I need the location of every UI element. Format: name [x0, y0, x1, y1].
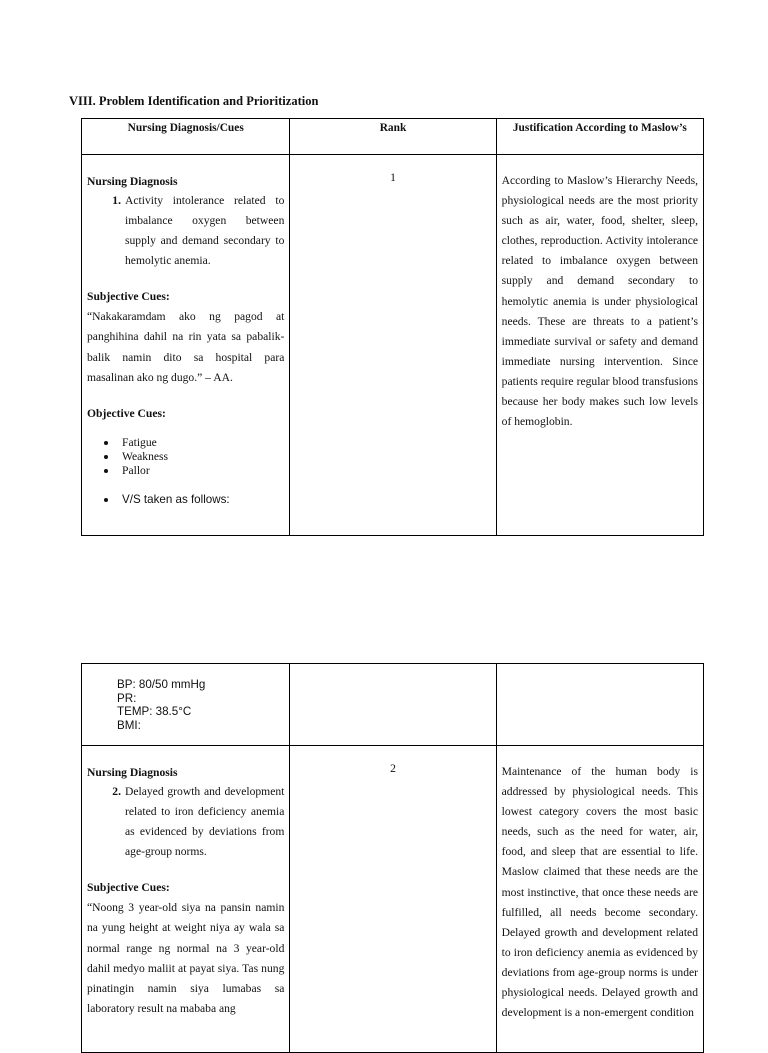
vital-signs-list: [87, 664, 284, 732]
vital-signs-intro-list: [87, 493, 284, 507]
header-justification: Justification According to Maslow’s: [496, 119, 703, 155]
objective-cues-label: Objective Cues:: [87, 406, 166, 420]
subjective-quote: “Noong 3 year-old siya na pansin namin na yung height at weight niya ay wala sa normal range ng normal na 3 year-old dahil medyo maliit at payat siya. Tas nung pinatingin namin siya lumabas sa laboratory result na mababa ang: [87, 901, 285, 1015]
vital-sign-bmi: BMI:: [117, 718, 141, 732]
diagnosis-cues-cell: [82, 155, 290, 536]
list-item: Weakness: [87, 450, 284, 464]
diagnosis-text: Activity intolerance related to imbalance oxygen between supply and demand secondary to hemolytic anemia.: [125, 194, 285, 268]
list-item: Fatigue: [87, 436, 284, 450]
prioritization-table-page1: [81, 118, 704, 536]
subjective-quote: “Nakakaramdam ako ng pagod at panghihina dahil na rin yata sa pabalik-balik namin dito sa hospital para masalinan ako ng dugo.” – AA.: [87, 310, 285, 384]
prioritization-table-page2: [81, 663, 704, 1053]
diagnosis-text: Delayed growth and development related to iron deficiency anemia as evidenced by deviations from age-group norms.: [125, 785, 285, 859]
rank-cell: 1: [290, 155, 496, 536]
table-header-row: [82, 119, 704, 155]
diagnosis-cues-cell: [82, 746, 290, 1053]
list-item: V/S taken as follows:: [87, 493, 284, 507]
table-row: [82, 664, 704, 746]
diagnosis-number: 1.: [112, 194, 121, 207]
vital-sign-bp: BP: 80/50 mmHg: [117, 678, 206, 691]
diagnosis-item: [87, 782, 284, 862]
subjective-cues-label: Subjective Cues:: [87, 290, 170, 304]
empty-cell: [496, 664, 703, 746]
table-row: [82, 155, 704, 536]
justification-cell: According to Maslow’s Hierarchy Needs, physiological needs are the most priority such as air, water, food, shelter, sleep, clothes, reproduction. Activity intolerance related to imbalance oxygen between supply and demand secondary to hemolytic anemia is under physiological needs. These are threats to a patient’s immediate survival or safety and demand immediate nursing intervention. Since patients require regular blood transfusions because her body makes such low levels of hemoglobin.: [496, 155, 703, 536]
objective-cues-list: [87, 436, 284, 479]
diagnosis-number: 2.: [112, 785, 121, 798]
nursing-diagnosis-label: Nursing Diagnosis: [87, 175, 178, 188]
header-rank: Rank: [290, 119, 496, 155]
empty-cell: [290, 664, 496, 746]
justification-cell: Maintenance of the human body is addressed by physiological needs. This lowest category covers the most basic needs, such as the need for water, air, food, and sleep that are essential to life. Maslow claimed that these needs are the most instinctive, that once these needs are fulfilled, all needs become secondary. Delayed growth and development related to iron deficiency anemia as evidenced by deviations from age-group norms is under physiological needs. Delayed growth and development is a non-emergent condition: [496, 746, 703, 1053]
header-nursing-diagnosis-cues: Nursing Diagnosis/Cues: [82, 119, 290, 155]
vital-signs-cell: [82, 664, 290, 746]
nursing-diagnosis-label: Nursing Diagnosis: [87, 766, 178, 779]
table-row: [82, 746, 704, 1053]
rank-cell: 2: [290, 746, 496, 1053]
vital-sign-pr: PR:: [117, 691, 137, 705]
vital-sign-temp: TEMP: 38.5°C: [117, 705, 192, 719]
diagnosis-item: [87, 191, 284, 271]
section-heading: VIII. Problem Identification and Prioritization: [69, 94, 319, 108]
list-item: Pallor: [87, 464, 284, 478]
subjective-cues-label: Subjective Cues:: [87, 881, 170, 895]
